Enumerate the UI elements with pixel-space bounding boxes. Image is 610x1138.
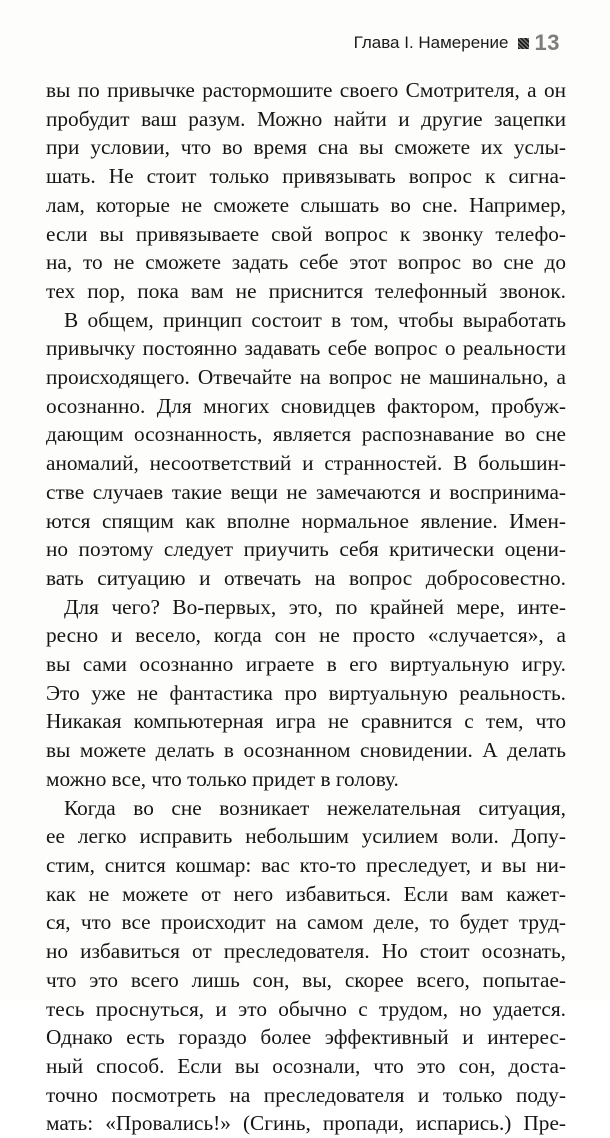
text-line: точно посмотреть на преследователя и только поду- <box>46 1082 566 1107</box>
text-line: ресно и весело, когда сон не просто «случается», а <box>46 623 566 648</box>
text-line: при условии, что во время сна вы сможете их услы- <box>46 135 566 160</box>
text-line: стим, снится кошмар: вас кто-то преследует, и вы ни- <box>46 852 566 877</box>
text-line: если вы привязываете свой вопрос к звонку телефо- <box>46 221 566 246</box>
chapter-title: Глава I. Намерение <box>353 33 509 52</box>
text-line: В общем, принцип состоит в том, чтобы выработать <box>64 307 566 332</box>
text-line: можно все, что только придет в голову. <box>46 766 399 791</box>
text-line: аномалий, несоответствий и странностей. В большин- <box>46 451 566 476</box>
text-line: пробудит ваш разум. Можно найти и другие зацепки <box>46 106 566 131</box>
text-line: на, то не сможете задать себе этот вопрос во сне до <box>46 250 566 275</box>
square-bullet-icon <box>518 38 529 49</box>
text-line: привычку постоянно задавать себе вопрос о реальности <box>46 336 566 361</box>
text-line: Это уже не фантастика про виртуальную реальность. <box>46 680 566 705</box>
text-line: стве случаев такие вещи не замечаются и воспринима- <box>46 479 566 504</box>
text-line: Когда во сне возникает нежелательная ситуация, <box>64 795 566 820</box>
text-line: лам, которые не сможете слышать во сне. Например, <box>46 192 566 217</box>
text-line: вы можете делать в осознанном сновидении. А делать <box>46 738 566 763</box>
text-line: что это всего лишь сон, вы, скорее всего, попытае- <box>46 967 566 992</box>
text-line: Никакая компьютерная игра не сравнится с тем, что <box>46 709 566 734</box>
text-line: вы по привычке растормошите своего Смотрителя, а он <box>46 78 566 102</box>
text-line: шать. Не стоит только привязывать вопрос к сигна- <box>46 164 566 189</box>
text-line: вы сами осознанно играете в его виртуальную игру. <box>46 652 566 677</box>
text-line: дающим осознанность, является распознавание во сне <box>46 422 566 447</box>
running-head <box>354 30 560 56</box>
text-line: осознанно. Для многих сновидцев фактором, пробуж- <box>46 393 566 418</box>
text-line: ее легко исправить небольшим усилием воли. Допу- <box>46 824 566 849</box>
page-number: 13 <box>534 30 560 55</box>
text-line: как не можете от него избавиться. Если вам кажет- <box>46 881 566 906</box>
text-line: но поэтому следует приучить себя критически оцени- <box>46 537 566 562</box>
text-line: происходящего. Отвечайте на вопрос не машинально, а <box>46 365 566 390</box>
text-line: но избавиться от преследователя. Но стоит осознать, <box>46 939 566 964</box>
text-line: тесь проснуться, и это обычно с трудом, но удается. <box>46 996 566 1021</box>
text-line: Для чего? Во-первых, это, по крайней мере, инте- <box>64 594 566 619</box>
body-text <box>46 76 566 1138</box>
text-line: ся, что все происходит на самом деле, то будет труд- <box>46 910 566 935</box>
text-line: ются спящим как вполне нормальное явление. Имен- <box>46 508 566 533</box>
text-line: ный способ. Если вы осознали, что это сон, доста- <box>46 1053 566 1078</box>
text-line: вать ситуацию и отвечать на вопрос добросовестно. <box>46 565 566 590</box>
text-line: мать: «Провались!» (Сгинь, пропади, испарись.) Пре- <box>46 1111 566 1136</box>
text-line: Однако есть гораздо более эффективный и интерес- <box>46 1025 566 1050</box>
text-line: тех пор, пока вам не приснится телефонный звонок. <box>46 278 566 303</box>
